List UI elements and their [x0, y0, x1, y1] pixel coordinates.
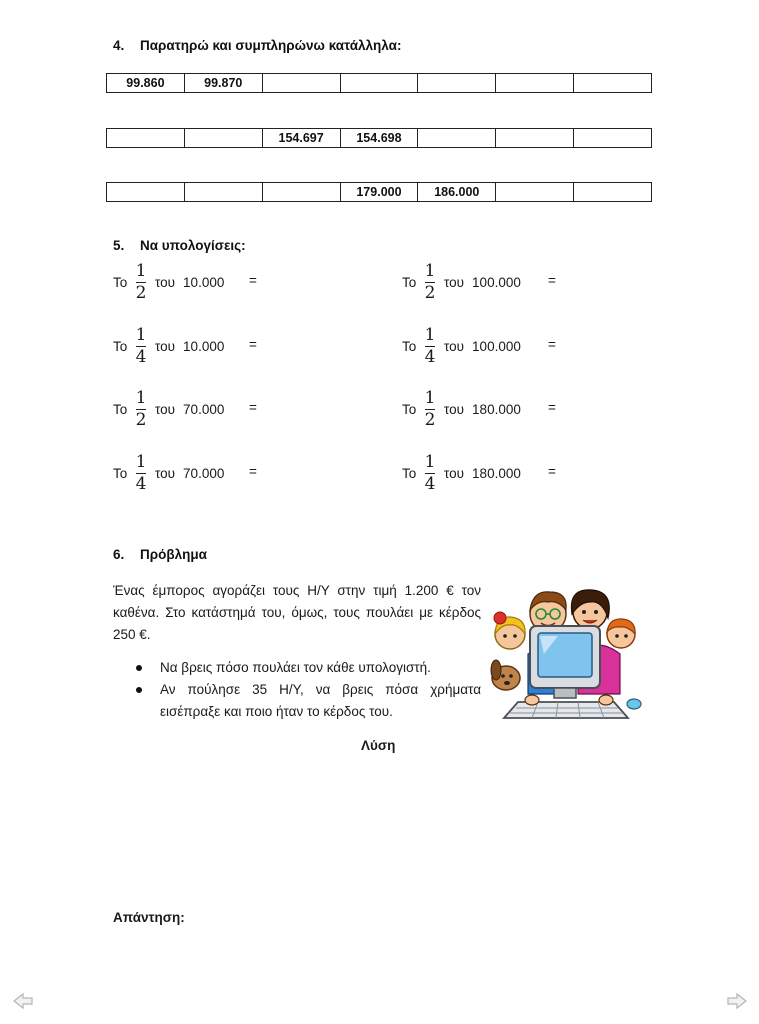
list-item-text: Αν πούλησε 35 Η/Υ, να βρεις πόσα χρήματα εισέπραξε και ποιο ήταν το κέρδος του. — [160, 682, 481, 719]
denominator: 2 — [424, 410, 436, 430]
equals-sign: = — [548, 464, 556, 479]
table-cell[interactable] — [418, 74, 496, 93]
denominator: 2 — [135, 283, 147, 303]
equals-sign: = — [548, 400, 556, 415]
denominator: 4 — [135, 347, 147, 367]
section6-heading — [113, 547, 207, 562]
equals-sign: = — [249, 337, 257, 352]
table-cell: 99.870 — [184, 74, 262, 93]
numerator: 1 — [135, 261, 147, 281]
numerator: 1 — [424, 452, 436, 472]
kids-computer-illustration — [488, 584, 643, 724]
exercise-value: 180.000 — [472, 465, 521, 481]
table-cell[interactable] — [574, 129, 652, 148]
bullet-icon — [136, 687, 142, 693]
table-cell[interactable] — [107, 129, 185, 148]
list-item-text: Να βρεις πόσο πουλάει τον κάθε υπολογιστή. — [160, 660, 431, 675]
fraction — [422, 262, 438, 302]
denominator: 2 — [424, 283, 436, 303]
fraction — [422, 389, 438, 429]
table-cell: 186.000 — [418, 183, 496, 202]
fraction — [133, 262, 149, 302]
exercise-prefix: Το — [402, 465, 417, 481]
bullet-icon — [136, 665, 142, 671]
exercise-of: του — [155, 465, 176, 481]
exercise-prefix: Το — [113, 338, 128, 354]
table-cell[interactable] — [496, 183, 574, 202]
exercise-prefix: Το — [402, 401, 417, 417]
equals-sign: = — [249, 400, 257, 415]
fraction — [422, 326, 438, 366]
exercise-prefix: Το — [113, 401, 128, 417]
fraction-exercise — [402, 258, 556, 306]
fraction-exercise — [402, 322, 556, 370]
denominator: 4 — [424, 347, 436, 367]
fraction-exercise — [113, 322, 257, 370]
answer-label: Απάντηση: — [113, 910, 185, 925]
table-cell[interactable] — [262, 183, 340, 202]
exercise-of: του — [155, 274, 176, 290]
denominator: 2 — [135, 410, 147, 430]
section4-title: Παρατηρώ και συμπληρώνω κατάλληλα: — [140, 38, 402, 53]
equals-sign: = — [548, 273, 556, 288]
exercise-prefix: Το — [402, 338, 417, 354]
fraction-exercise — [113, 258, 257, 306]
fraction — [133, 389, 149, 429]
fraction-exercise — [402, 449, 556, 497]
section5-heading — [113, 238, 246, 253]
solution-label: Λύση — [361, 738, 396, 753]
fraction-exercise — [402, 385, 556, 433]
fraction-exercise — [113, 449, 257, 497]
fraction-row — [0, 449, 759, 497]
numerator: 1 — [424, 388, 436, 408]
fraction — [133, 453, 149, 493]
section4-heading — [113, 38, 401, 53]
fraction-row — [0, 258, 759, 306]
table-cell[interactable] — [184, 129, 262, 148]
list-item — [136, 679, 481, 723]
problem-text: Ένας έμπορος αγοράζει τους Η/Υ στην τιμή 1.200 € τον καθένα. Στο κατάστημά του, όμως, τους πουλάει με κέρδος 250 €. — [113, 583, 481, 642]
section6-title: Πρόβλημα — [140, 547, 207, 562]
section4-number: 4. — [113, 38, 125, 53]
exercise-value: 180.000 — [472, 401, 521, 417]
table-cell[interactable] — [184, 183, 262, 202]
table-cell[interactable] — [418, 129, 496, 148]
equals-sign: = — [548, 337, 556, 352]
exercise-value: 70.000 — [183, 465, 225, 481]
table-cell[interactable] — [262, 74, 340, 93]
table-cell: 179.000 — [340, 183, 418, 202]
section6-number: 6. — [113, 547, 125, 562]
table-cell[interactable] — [496, 74, 574, 93]
denominator: 4 — [424, 474, 436, 494]
fraction-row — [0, 322, 759, 370]
list-item — [136, 657, 481, 679]
right-arrow-icon[interactable] — [726, 992, 748, 1010]
denominator: 4 — [135, 474, 147, 494]
exercise-value: 100.000 — [472, 338, 521, 354]
numerator: 1 — [424, 325, 436, 345]
numerator: 1 — [135, 452, 147, 472]
exercise-prefix: Το — [113, 274, 128, 290]
exercise-value: 10.000 — [183, 274, 225, 290]
numerator: 1 — [135, 325, 147, 345]
table-cell: 154.697 — [262, 129, 340, 148]
exercise-of: του — [444, 338, 465, 354]
exercise-of: του — [155, 401, 176, 417]
equals-sign: = — [249, 464, 257, 479]
sequence-table-2 — [106, 128, 652, 148]
table-cell: 99.860 — [107, 74, 185, 93]
section5-number: 5. — [113, 238, 125, 253]
task-list — [136, 657, 481, 723]
exercise-prefix: Το — [113, 465, 128, 481]
exercise-of: του — [444, 274, 465, 290]
exercise-prefix: Το — [402, 274, 417, 290]
exercise-value: 10.000 — [183, 338, 225, 354]
exercise-of: του — [155, 338, 176, 354]
fraction — [422, 453, 438, 493]
table-cell: 154.698 — [340, 129, 418, 148]
exercise-value: 100.000 — [472, 274, 521, 290]
sequence-table-3 — [106, 182, 652, 202]
exercise-value: 70.000 — [183, 401, 225, 417]
sequence-table-1 — [106, 73, 652, 93]
numerator: 1 — [424, 261, 436, 281]
table-cell[interactable] — [107, 183, 185, 202]
table-cell[interactable] — [574, 74, 652, 93]
left-arrow-icon[interactable] — [12, 992, 34, 1010]
table-cell[interactable] — [340, 74, 418, 93]
exercise-of: του — [444, 465, 465, 481]
section5-title: Να υπολογίσεις: — [140, 238, 246, 253]
table-cell[interactable] — [574, 183, 652, 202]
fraction — [133, 326, 149, 366]
fraction-exercise — [113, 385, 257, 433]
numerator: 1 — [135, 388, 147, 408]
table-cell[interactable] — [496, 129, 574, 148]
fraction-row — [0, 385, 759, 433]
equals-sign: = — [249, 273, 257, 288]
exercise-of: του — [444, 401, 465, 417]
